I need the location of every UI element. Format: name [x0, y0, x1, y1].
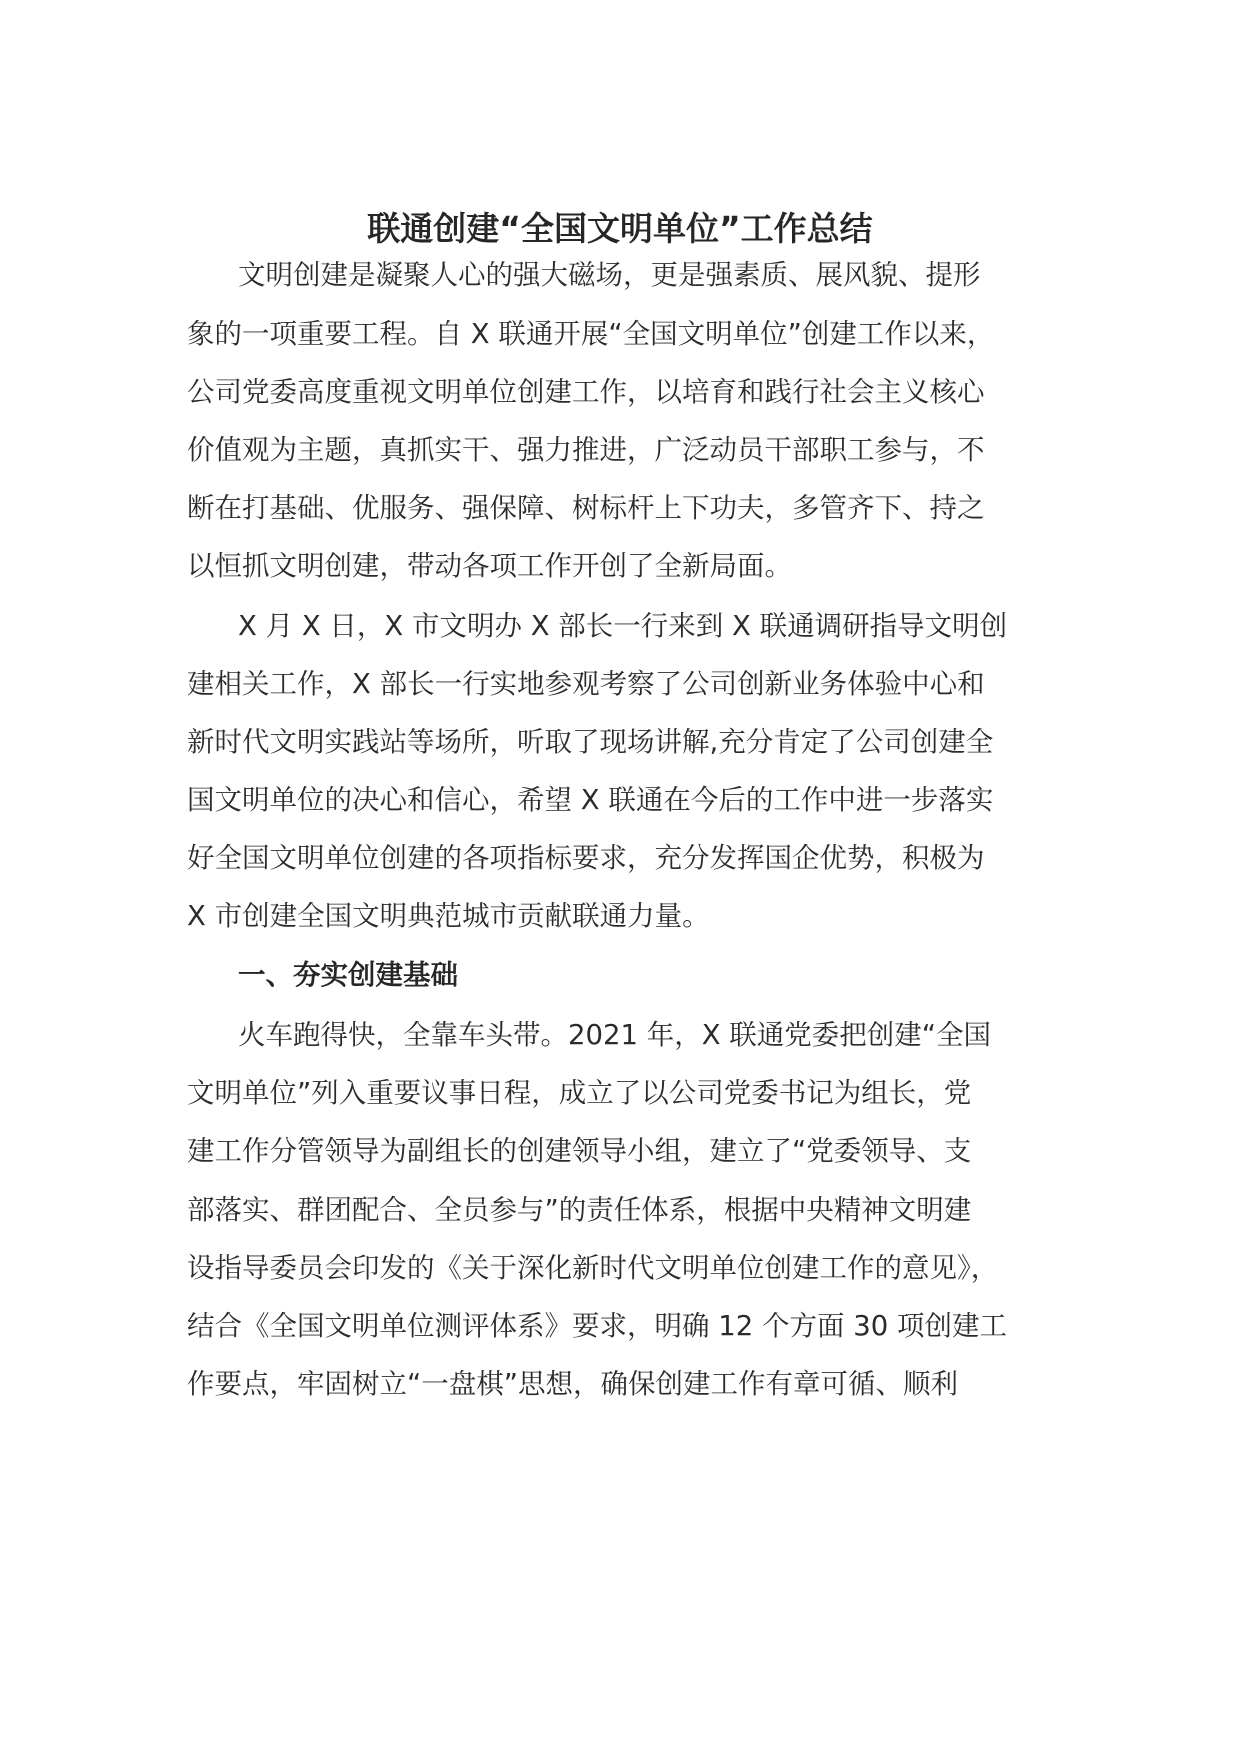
- paragraph-3-line-1: 火车跑得快，全靠车头带。2021 年，X 联通党委把创建“全国: [238, 1019, 992, 1051]
- paragraph-1-line-5: 断在打基础、优服务、强保障、树标杆上下功夫，多管齐下、持之: [187, 492, 985, 524]
- paragraph-1-line-3: 公司党委高度重视文明单位创建工作，以培育和践行社会主义核心: [187, 376, 985, 408]
- paragraph-3-line-6: 结合《全国文明单位测评体系》要求，明确 12 个方面 30 项创建工: [187, 1310, 1007, 1342]
- paragraph-1-line-6: 以恒抓文明创建，带动各项工作开创了全新局面。: [187, 550, 792, 582]
- paragraph-3-line-2: 文明单位”列入重要议事日程，成立了以公司党委书记为组长，党: [187, 1077, 972, 1109]
- paragraph-1-line-2: 象的一项重要工程。自 X 联通开展“全国文明单位”创建工作以来，: [187, 318, 995, 350]
- paragraph-1-line-4: 价值观为主题，真抓实干、强力推进，广泛动员干部职工参与，不: [187, 434, 985, 466]
- paragraph-2-line-3: 新时代文明实践站等场所，听取了现场讲解,充分肯定了公司创建全: [187, 726, 994, 758]
- paragraph-2-line-1: X 月 X 日，X 市文明办 X 部长一行来到 X 联通调研指导文明创: [238, 610, 1008, 642]
- paragraph-2-line-6: X 市创建全国文明典范城市贡献联通力量。: [187, 900, 710, 932]
- paragraph-3-line-4: 部落实、群团配合、全员参与”的责任体系，根据中央精神文明建: [187, 1194, 972, 1226]
- document-title: 联通创建“全国文明单位”工作总结: [367, 209, 873, 248]
- paragraph-3-line-5: 设指导委员会印发的《关于深化新时代文明单位创建工作的意见》，: [187, 1252, 999, 1284]
- section-heading-1: 一、夯实创建基础: [238, 959, 458, 991]
- paragraph-3-line-7: 作要点，牢固树立“一盘棋”思想，确保创建工作有章可循、顺利: [187, 1368, 958, 1400]
- paragraph-2-line-2: 建相关工作，X 部长一行实地参观考察了公司创新业务体验中心和: [187, 668, 985, 700]
- paragraph-2-line-5: 好全国文明单位创建的各项指标要求，充分发挥国企优势，积极为: [187, 842, 985, 874]
- paragraph-2-line-4: 国文明单位的决心和信心，希望 X 联通在今后的工作中进一步落实: [187, 784, 994, 816]
- paragraph-1-line-1: 文明创建是凝聚人心的强大磁场，更是强素质、展风貌、提形: [238, 259, 981, 291]
- paragraph-3-line-3: 建工作分管领导为副组长的创建领导小组，建立了“党委领导、支: [187, 1135, 972, 1167]
